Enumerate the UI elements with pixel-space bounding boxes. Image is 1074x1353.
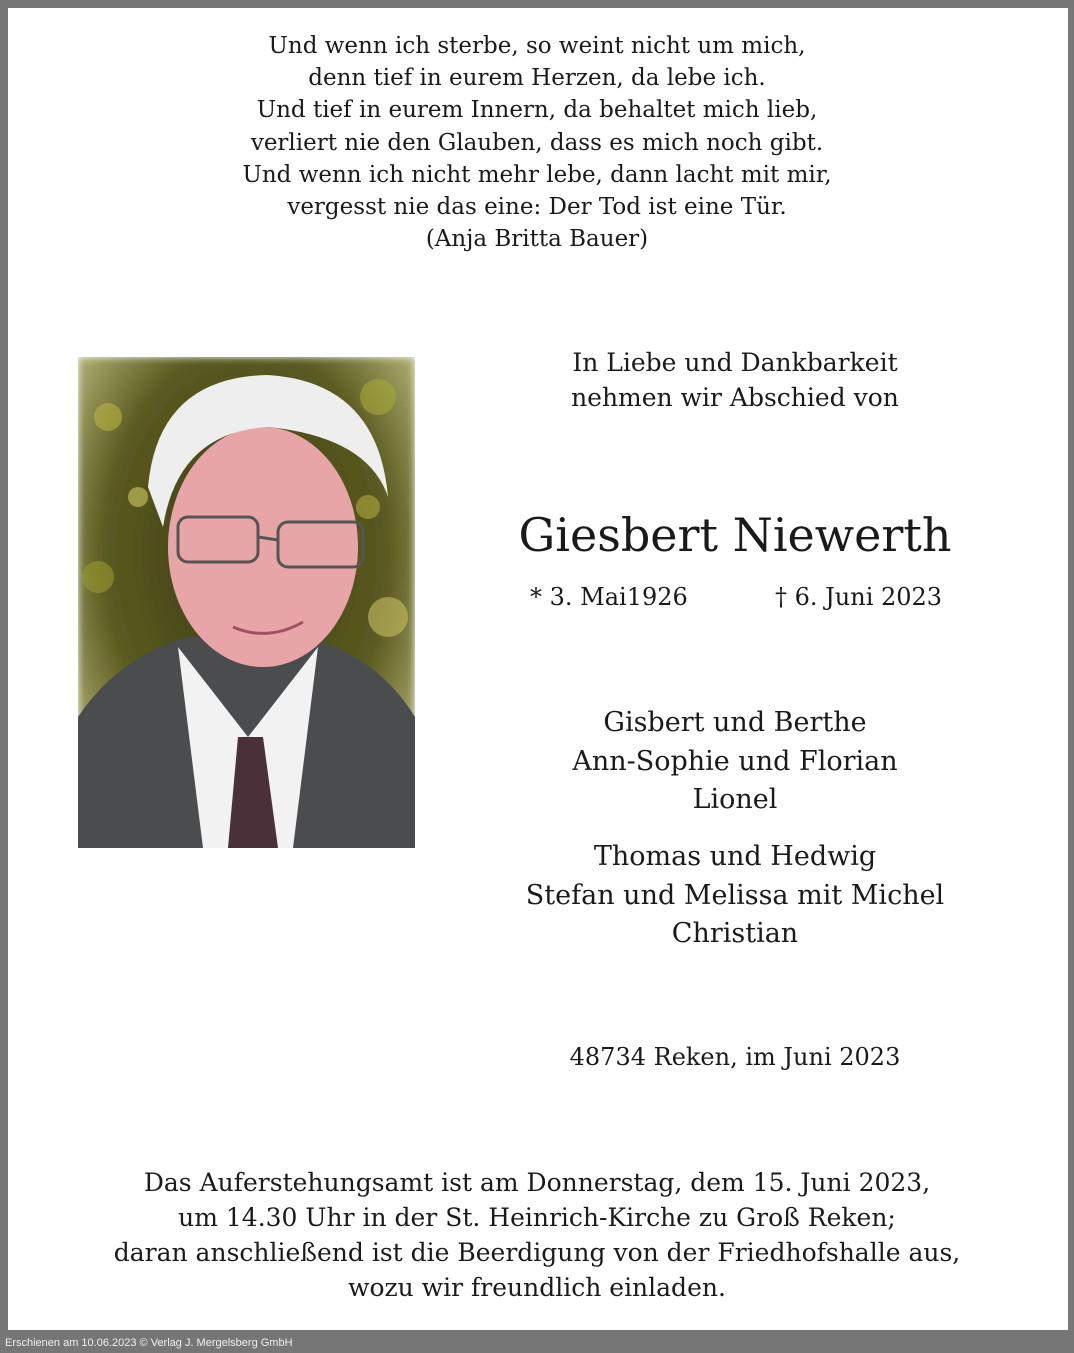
family-line: Christian — [671, 918, 799, 949]
family-line: Gisbert und Berthe — [603, 707, 867, 738]
family-line: Thomas und Hedwig — [593, 841, 877, 872]
poem-author: (Anja Britta Bauer) — [425, 226, 649, 253]
publication-footer: Erschienen am 10.06.2023 © Verlag J. Mergelsberg GmbH — [5, 1337, 293, 1349]
portrait-photo — [78, 357, 415, 848]
deceased-name: Giesbert Niewerth — [518, 508, 952, 562]
poem-line: vergesst nie das eine: Der Tod ist eine Tür. — [287, 194, 787, 221]
family-line: Ann-Sophie und Florian — [572, 745, 898, 777]
birth-date: * 3. Mai1926 — [530, 583, 688, 611]
poem-line: Und wenn ich nicht mehr lebe, dann lacht mit mir, — [242, 161, 832, 188]
funeral-info — [0, 1165, 1074, 1305]
poem-line: verliert nie den Glauben, dass es mich noch gibt. — [250, 129, 824, 156]
family-line: Stefan und Melissa mit Michel — [525, 879, 945, 911]
poem-line: denn tief in eurem Herzen, da lebe ich. — [308, 65, 766, 92]
funeral-line: Das Auferstehungsamt ist am Donnerstag, dem 15. Juni 2023, — [143, 1168, 931, 1197]
place-date: 48734 Reken, im Juni 2023 — [569, 1043, 901, 1071]
funeral-line: um 14.30 Uhr in der St. Heinrich-Kirche zu Groß Reken; — [178, 1203, 896, 1232]
death-date: † 6. Juni 2023 — [775, 583, 943, 611]
poem-line: Und wenn ich sterbe, so weint nicht um mich, — [268, 33, 806, 59]
family-group-2 — [500, 838, 970, 954]
funeral-line: daran anschließend ist die Beerdigung von der Friedhofshalle aus, — [113, 1238, 961, 1267]
intro-line: nehmen wir Abschied von — [571, 383, 899, 412]
intro-text — [520, 345, 950, 415]
intro-line: In Liebe und Dankbarkeit — [572, 348, 898, 377]
funeral-line: wozu wir freundlich einladen. — [348, 1273, 726, 1302]
poem — [0, 30, 1074, 255]
poem-line: Und tief in eurem Innern, da behaltet mich lieb, — [256, 97, 818, 124]
family-group-1 — [500, 704, 970, 820]
family-line: Lionel — [692, 784, 778, 815]
